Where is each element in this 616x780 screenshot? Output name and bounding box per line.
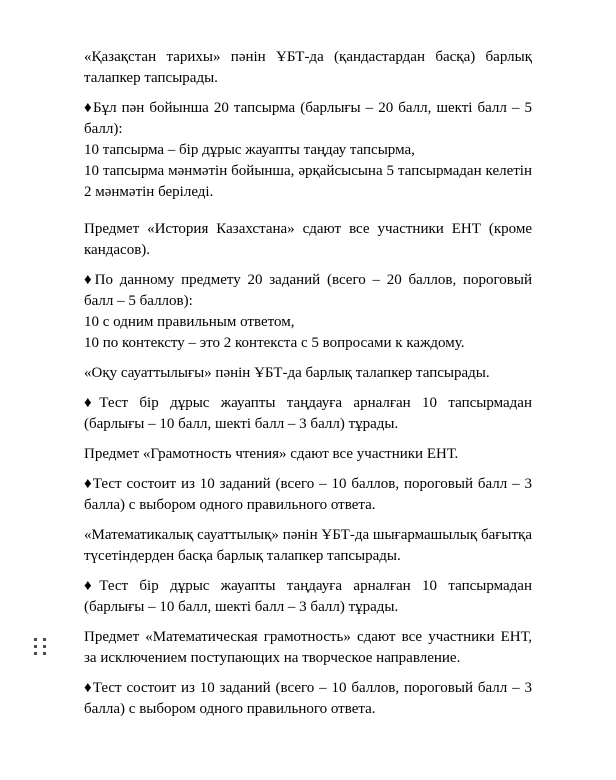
paragraph-istoriya-kazakhstana[interactable]: Предмет «История Казахстана» сдают все участники ЕНТ (кроме кандасов). — [84, 221, 532, 258]
paragraph-bul-pan-bullet[interactable]: ♦Бұл пән бойынша 20 тапсырма (барлығы – 20 балл, шекті балл – 5 балл): — [84, 100, 532, 137]
paragraph-10-s-odnim[interactable]: 10 с одним правильным ответом, — [84, 314, 295, 330]
drag-handle-glyph — [33, 637, 49, 657]
paragraph-10-po-kontekstu[interactable]: 10 по контексту – это 2 контекста с 5 вопросами к каждому. — [84, 335, 465, 351]
paragraph-test-bir-durys-1-bullet[interactable]: ♦Тест бір дұрыс жауапты таңдауға арналған 10 тапсырмадан (барлығы – 10 балл, шекті балл – 3 балл) тұрады. — [84, 395, 532, 432]
paragraph-gramotnost-chteniya[interactable]: Предмет «Грамотность чтения» сдают все участники ЕНТ. — [84, 446, 459, 462]
paragraph-matematicheskaya-gramotnost[interactable]: Предмет «Математическая грамотность» сдают все участники ЕНТ, за исключением поступающих на творческое направление. — [84, 629, 532, 666]
paragraph-test-bir-durys-2-bullet[interactable]: ♦Тест бір дұрыс жауапты таңдауға арналған 10 тапсырмадан (барлығы – 10 балл, шекті балл – 3 балл) тұрады. — [84, 578, 532, 615]
paragraph-test-sostoit-1-bullet[interactable]: ♦Тест состоит из 10 заданий (всего – 10 баллов, пороговый балл – 3 балла) с выбором одного правильного ответа. — [84, 476, 532, 513]
paragraph-10-tapsyrma-line2[interactable]: 10 тапсырма мәнмәтін бойынша, әрқайсысына 5 тапсырмадан келетін 2 мәнмәтін беріледі. — [84, 163, 532, 200]
paragraph-test-sostoit-2-bullet[interactable]: ♦Тест состоит из 10 заданий (всего – 10 баллов, пороговый балл – 3 балла) с выбором одного правильного ответа. — [84, 680, 532, 717]
paragraph-10-tapsyrma-line1[interactable]: 10 тапсырма – бір дұрыс жауапты таңдау тапсырма, — [84, 142, 415, 158]
paragraph-matematikalyq-sauattylyq[interactable]: «Математикалық сауаттылық» пәнін ҰБТ-да шығармашылық бағытқа түсетіндерден басқа барлық талапкер тапсырады. — [84, 527, 532, 564]
paragraph-oqu-sauattylygy[interactable]: «Оқу сауаттылығы» пәнін ҰБТ-да барлық талапкер тапсырады. — [84, 365, 490, 381]
drag-handle-icon[interactable] — [33, 637, 49, 657]
paragraph-kazakhstan-tarihy[interactable]: «Қазақстан тарихы» пәнін ҰБТ-да (қандастардан басқа) барлық талапкер тапсырады. — [84, 49, 532, 86]
paragraph-po-dannomu-bullet[interactable]: ♦По данному предмету 20 заданий (всего – 20 баллов, пороговый балл – 5 баллов): — [84, 272, 532, 309]
